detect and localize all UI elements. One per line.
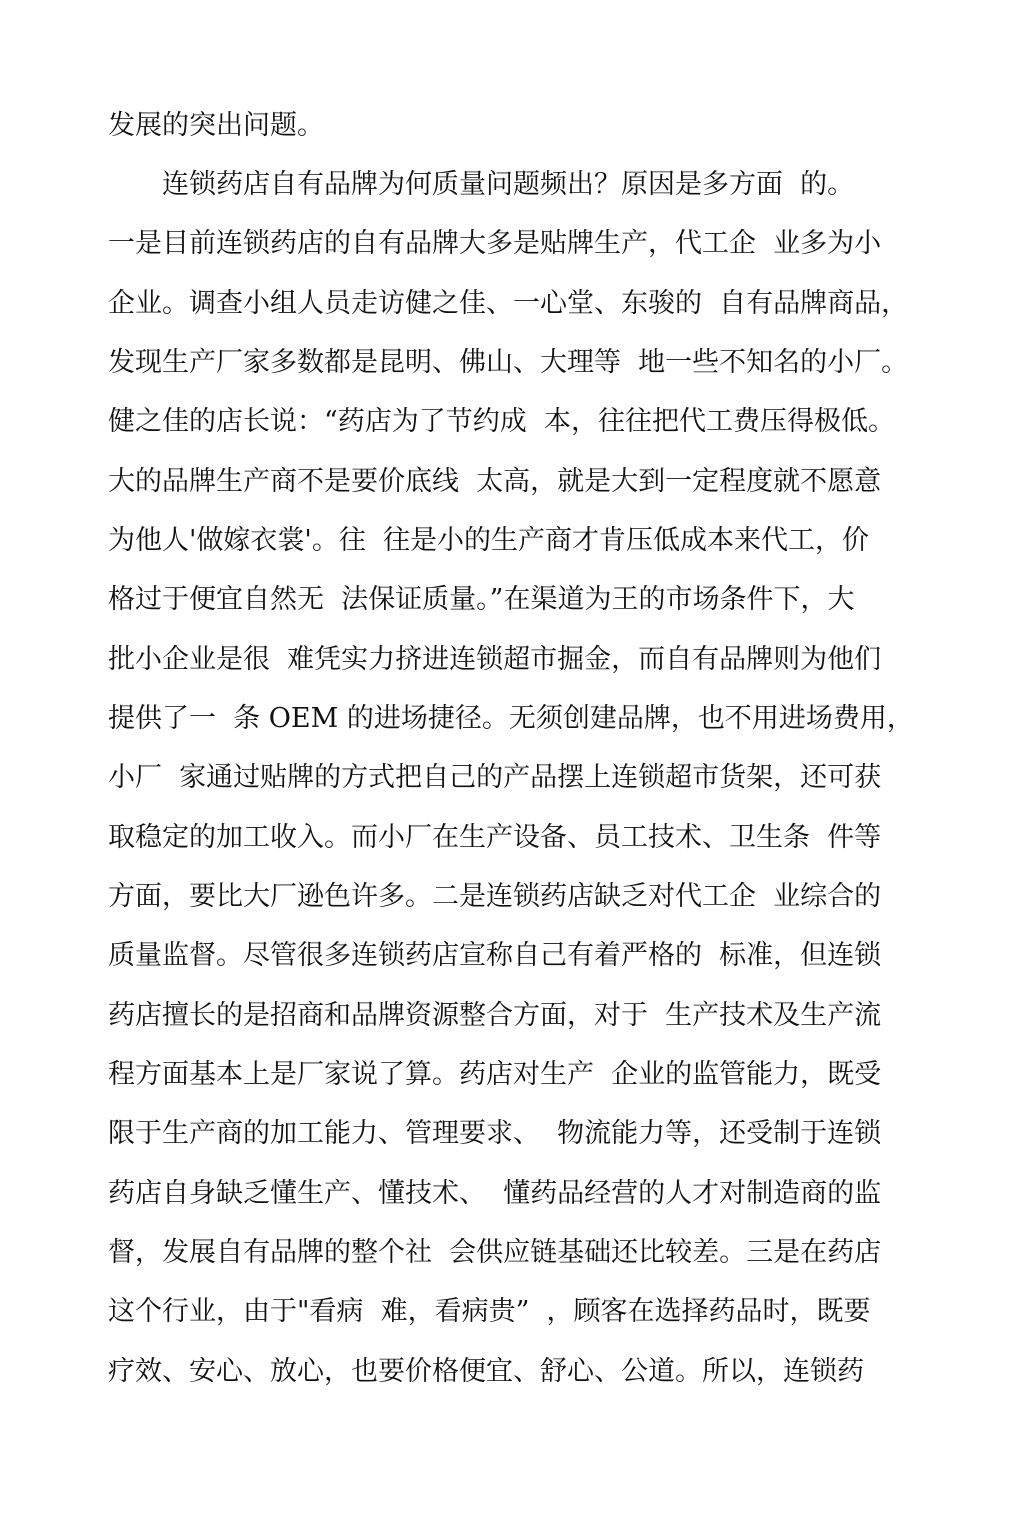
text-line: 企业。调查小组人员走访健之佳、一心堂、东骏的 自有品牌商品， [108,288,909,319]
text-line: 程方面基本上是厂家说了算。药店对生产 企业的监管能力，既受 [108,1059,882,1090]
text-line: 限于生产商的加工能力、管理要求、 物流能力等，还受制于连锁 [108,1118,882,1149]
text-line: 药店擅长的是招商和品牌资源整合方面，对于 生产技术及生产流 [108,1000,882,1031]
text-line: 健之佳的店长说：“药店为了节约成 本，往往把代工费压得极低。 [108,406,895,437]
text-line: 督，发展自有品牌的整个社 会供应链基础还比较差。三是在药店 [108,1237,882,1268]
text-line: 发展的突出问题。 [108,110,324,141]
text-line: 方面，要比大厂逊色许多。二是连锁药店缺乏对代工企 业综合的 [108,881,882,912]
text-line: 药店自身缺乏懂生产、懂技术、 懂药品经营的人才对制造商的监 [108,1178,882,1209]
text-line: 提供了一 条 OEM 的进场捷径。无须创建品牌，也不用进场费用， [108,703,914,734]
text-line: 取稳定的加工收入。而小厂在生产设备、员工技术、卫生条 件等 [108,822,882,853]
text-line: 质量监督。尽管很多连锁药店宣称自己有着严格的 标准，但连锁 [108,940,882,971]
text-line: 连锁药店自有品牌为何质量问题频出？原因是多方面 的。 [108,169,855,200]
text-line: 批小企业是很 难凭实力挤进连锁超市掘金，而自有品牌则为他们 [108,644,882,675]
text-line: 为他人'做嫁衣裳'。往 往是小的生产商才肯压低成本来代工，价 [108,525,870,556]
text-line: 小厂 家通过贴牌的方式把自己的产品摆上连锁超市货架，还可获 [108,762,882,793]
text-line: 这个行业，由于"看病 难，看病贵” ，顾客在选择药品时，既要 [108,1296,871,1327]
text-line: 一是目前连锁药店的自有品牌大多是贴牌生产，代工企 业多为小 [108,228,882,259]
text-line: 疗效、安心、放心，也要价格便宜、舒心、公道。所以，连锁药 [108,1356,864,1387]
text-line: 大的品牌生产商不是要价底线 太高，就是大到一定程度就不愿意 [108,466,882,497]
text-line: 格过于便宜自然无 法保证质量。”在渠道为王的市场条件下，大 [108,584,855,615]
text-line: 发现生产厂家多数都是昆明、佛山、大理等 地一些不知名的小厂。 [108,347,909,378]
